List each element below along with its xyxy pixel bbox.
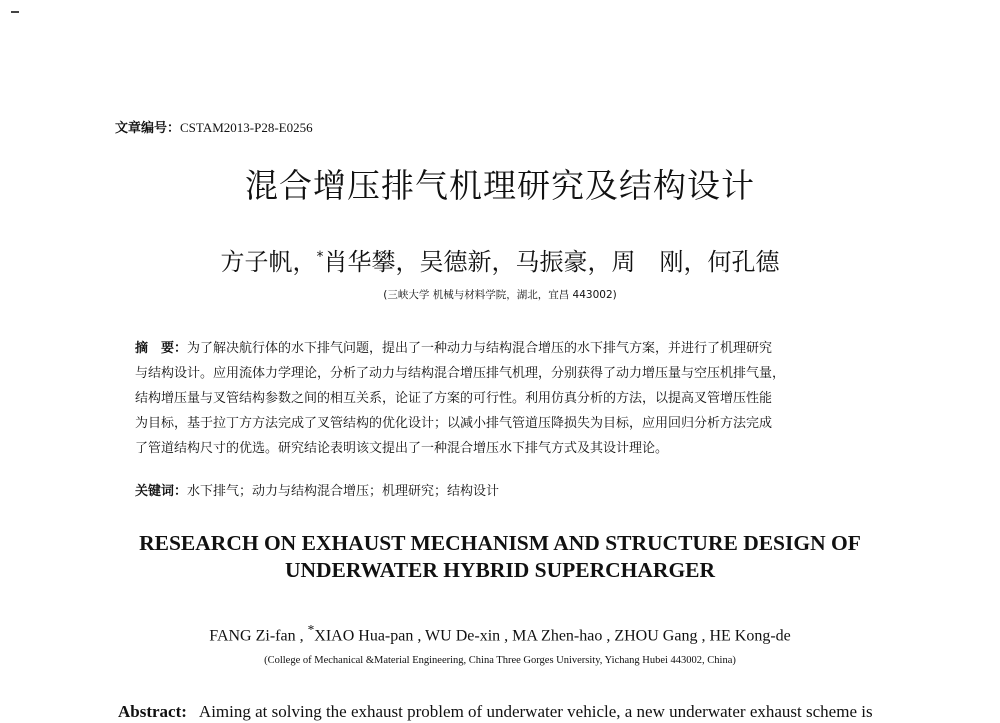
english-authors-first: FANG Zi-fan , xyxy=(209,627,308,645)
article-number-label: 文章编号： xyxy=(115,121,181,136)
english-affiliation: (College of Mechanical &Material Engineering, China Three Gorges University, Yichang Hubei 443002, China) xyxy=(264,655,736,666)
english-abstract-label: Abstract: xyxy=(118,702,187,721)
chinese-abstract xyxy=(135,336,900,461)
chinese-keywords-text: 水下排气；动力与结构混合增压；机理研究；结构设计 xyxy=(187,484,500,499)
scan-mark xyxy=(11,11,19,13)
english-title-line: UNDERWATER HYBRID SUPERCHARGER xyxy=(284,558,716,582)
chinese-keywords-label: 关键词： xyxy=(135,484,188,499)
chinese-title: 混合增压排气机理研究及结构设计 xyxy=(245,166,755,205)
chinese-abstract-line: 了管道结构尺寸的优选。研究结论表明该文提出了一种混合增压水下排气方式及其设计理论。 xyxy=(135,441,669,456)
english-authors-rest: XIAO Hua-pan , WU De-xin , MA Zhen-hao , ZHOU Gang , HE Kong-de xyxy=(314,627,791,645)
chinese-abstract-line xyxy=(135,336,900,361)
chinese-abstract-line: 与结构设计。应用流体力学理论，分析了动力与结构混合增压排气机理，分别获得了动力增压量与空压机排气量， xyxy=(135,366,786,381)
chinese-keywords xyxy=(135,480,499,499)
english-abstract xyxy=(118,702,873,722)
chinese-authors xyxy=(0,242,1000,277)
corresponding-author-mark: * xyxy=(316,249,324,265)
article-number-value: CSTAM2013-P28-E0256 xyxy=(180,120,313,135)
chinese-authors-first: 方子帆， xyxy=(220,248,317,276)
article-number xyxy=(115,117,313,136)
english-authors xyxy=(0,622,1000,645)
chinese-abstract-label: 摘 要： xyxy=(135,341,188,356)
chinese-abstract-line: 结构增压量与叉管结构参数之间的相互关系，论证了方案的可行性。利用仿真分析的方法，以提高叉管增压性能 xyxy=(135,391,773,406)
english-abstract-text: Aiming at solving the exhaust problem of underwater vehicle, a new underwater exhaust scheme is xyxy=(198,702,873,721)
chinese-abstract-text: 为了解决航行体的水下排气问题，提出了一种动力与结构混合增压的水下排气方案，并进行了机理研究 xyxy=(187,341,773,356)
english-title xyxy=(0,530,1000,584)
chinese-abstract-line: 为目标，基于拉丁方方法完成了叉管结构的优化设计；以减小排气管道压降损失为目标，应用回归分析方法完成 xyxy=(135,416,773,431)
chinese-authors-rest: 肖华攀，吴德新，马振豪，周 刚，何孔德 xyxy=(323,248,780,276)
english-corresponding-mark: * xyxy=(307,622,315,637)
english-title-line: RESEARCH ON EXHAUST MECHANISM AND STRUCTURE DESIGN OF xyxy=(139,531,861,555)
chinese-affiliation: (三峡大学 机械与材料学院，湖北，宜昌 443002) xyxy=(383,289,617,301)
